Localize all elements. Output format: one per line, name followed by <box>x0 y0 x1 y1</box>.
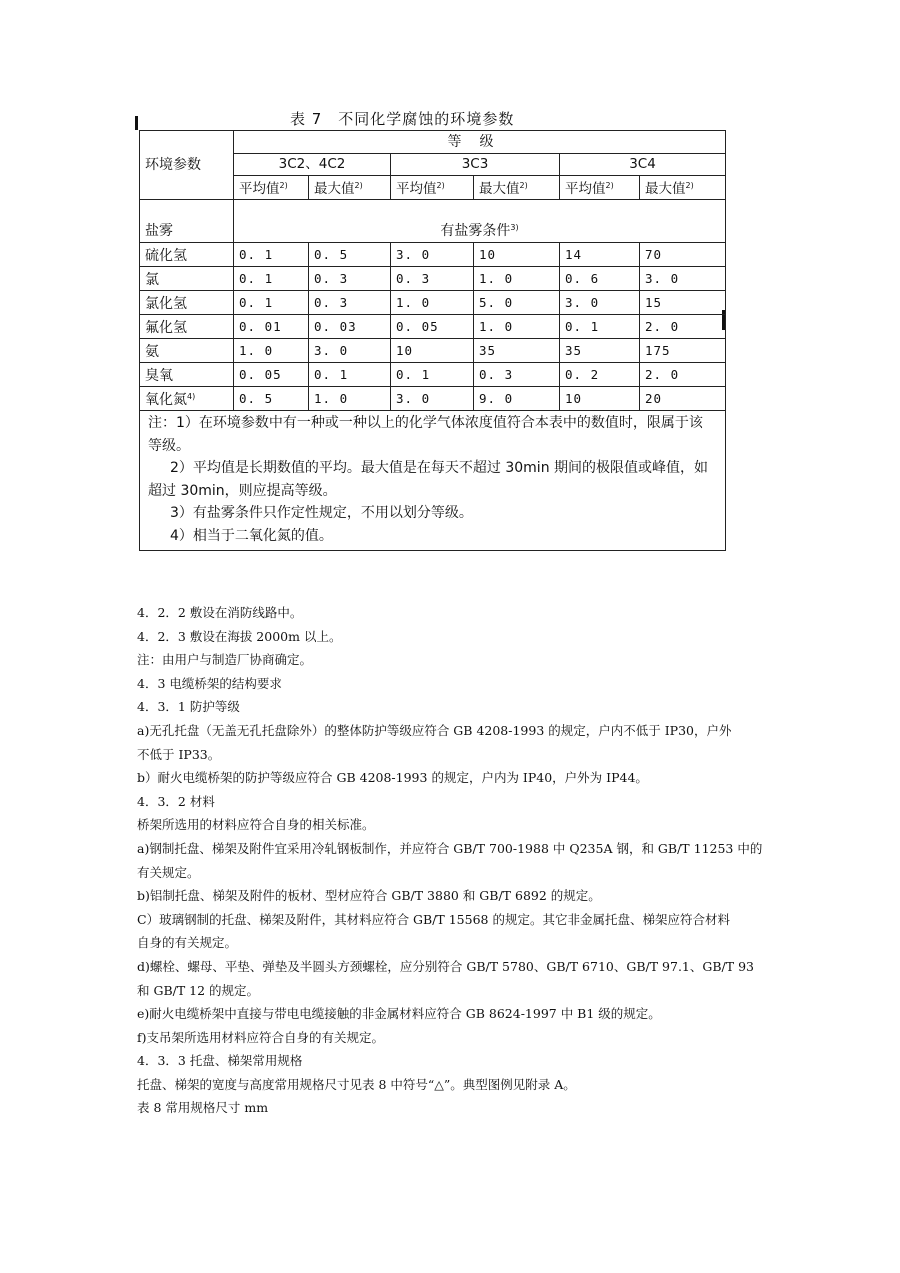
body-line: 和 GB/T 12 的规定。 <box>137 982 260 998</box>
note-4: 4）相当于二氧化氮的值。 <box>170 527 333 544</box>
max-header: 最大值$^{2)}$ <box>640 176 726 200</box>
value-cell: 5. 0 <box>474 291 560 315</box>
value-cell: 3. 0 <box>391 243 474 267</box>
table-row <box>140 387 726 411</box>
body-line: 4．2．3 敷设在海拔 2000m 以上。 <box>137 628 342 644</box>
table-row <box>140 243 726 267</box>
value-cell: 1. 0 <box>309 387 391 411</box>
value-cell: 1. 0 <box>474 315 560 339</box>
body-line: 4．3．1 防护等级 <box>137 699 240 715</box>
note-2a: 2）平均值是长期数值的平均。最大值是在每天不超过 30min 期间的极限值或峰值，如 <box>170 460 709 476</box>
body-line: 表 8 常用规格尺寸 mm <box>137 1100 269 1116</box>
value-cell: 14 <box>560 243 640 267</box>
value-cell: 0. 6 <box>560 267 640 291</box>
value-cell: 2. 0 <box>640 363 726 387</box>
table-row <box>140 315 726 339</box>
value-cell: 0. 2 <box>560 363 640 387</box>
value-cell: 10 <box>560 387 640 411</box>
gas-name-cell: 氯 <box>140 267 234 291</box>
avg-header: 平均值$^{2)}$ <box>234 176 309 200</box>
grade-3c4: 3C4 <box>560 153 726 176</box>
body-line: b)铝制托盘、梯架及附件的板材、型材应符合 GB/T 3880 和 GB/T 6892 的规定。 <box>137 888 601 904</box>
body-line: d)螺栓、螺母、平垫、弹垫及半圆头方颈螺栓，应分别符合 GB/T 5780、GB/T 6710、GB/T 97.1、GB/T 93 <box>137 958 754 974</box>
value-cell: 0. 05 <box>391 315 474 339</box>
body-line: 桥架所选用的材料应符合自身的相关标准。 <box>137 817 375 833</box>
table-row <box>140 267 726 291</box>
body-line: 4．3．2 材料 <box>137 793 215 809</box>
value-cell: 15 <box>640 291 726 315</box>
value-cell: 0. 3 <box>309 291 391 315</box>
body-line: 托盘、梯架的宽度与高度常用规格尺寸见表 8 中符号“△”。典型图例见附录 A。 <box>137 1076 576 1092</box>
value-cell: 20 <box>640 387 726 411</box>
gas-name-cell: 氧化氮$^{4)}$ <box>140 387 234 411</box>
value-cell: 0. 1 <box>309 363 391 387</box>
value-cell: 175 <box>640 339 726 363</box>
value-cell: 0. 1 <box>234 267 309 291</box>
value-cell: 0. 1 <box>234 291 309 315</box>
value-cell: 0. 05 <box>234 363 309 387</box>
value-cell: 3. 0 <box>391 387 474 411</box>
table-notes <box>140 411 726 551</box>
body-line: e)耐火电缆桥架中直接与带电电缆接触的非金属材料应符合 GB 8624-1997 中 B1 级的规定。 <box>137 1006 661 1022</box>
grade-3c2-4c2: 3C2、4C2 <box>234 153 391 176</box>
salt-fog-label: 盐雾 <box>140 200 234 243</box>
body-line: C）玻璃钢制的托盘、梯架及附件，其材料应符合 GB/T 15568 的规定。其它非金属托盘、梯架应符合材料 <box>137 911 730 927</box>
avg-header: 平均值$^{2)}$ <box>391 176 474 200</box>
value-cell: 0. 03 <box>309 315 391 339</box>
body-line: 4．2．2 敷设在消防线路中。 <box>137 605 303 620</box>
value-cell: 0. 1 <box>560 315 640 339</box>
body-text <box>137 601 777 1120</box>
gas-name-cell: 硫化氢 <box>140 243 234 267</box>
note-1a: 注：1）在环境参数中有一种或一种以上的化学气体浓度值符合本表中的数值时，限属于该 <box>148 415 703 431</box>
table-title: 表 7 不同化学腐蚀的环境参数 <box>290 110 515 128</box>
body-line: 自身的有关规定。 <box>137 935 238 951</box>
value-cell: 1. 0 <box>474 267 560 291</box>
value-cell: 3. 0 <box>560 291 640 315</box>
grade-header: 等级 <box>234 131 726 154</box>
body-line: 注：由用户与制造厂协商确定。 <box>137 652 313 668</box>
value-cell: 35 <box>560 339 640 363</box>
body-line: 不低于 IP33。 <box>137 746 221 762</box>
gas-name-cell: 臭氧 <box>140 363 234 387</box>
body-line: 4．3 电缆桥架的结构要求 <box>137 675 282 691</box>
value-cell: 0. 3 <box>474 363 560 387</box>
value-cell: 1. 0 <box>234 339 309 363</box>
header-row-grade <box>140 131 726 154</box>
note-1b: 等级。 <box>148 437 190 454</box>
environment-parameter-table <box>139 130 726 551</box>
gas-name-cell: 氨 <box>140 339 234 363</box>
value-cell: 35 <box>474 339 560 363</box>
max-header: 最大值$^{2)}$ <box>474 176 560 200</box>
value-cell: 70 <box>640 243 726 267</box>
body-line: 有关规定。 <box>137 864 200 880</box>
value-cell: 3. 0 <box>640 267 726 291</box>
value-cell: 1. 0 <box>391 291 474 315</box>
avg-header: 平均值$^{2)}$ <box>560 176 640 200</box>
body-line: f)支吊架所选用材料应符合自身的有关规定。 <box>137 1029 385 1045</box>
table-row <box>140 339 726 363</box>
gas-name-cell: 氯化氢 <box>140 291 234 315</box>
body-line: b）耐火电缆桥架的防护等级应符合 GB 4208-1993 的规定，户内为 IP40，户外为 IP44。 <box>137 770 648 786</box>
notes-row <box>140 411 726 551</box>
value-cell: 9. 0 <box>474 387 560 411</box>
gas-name-cell: 氟化氢 <box>140 315 234 339</box>
value-cell: 10 <box>474 243 560 267</box>
note-2b: 超过 30min，则应提高等级。 <box>148 482 337 499</box>
value-cell: 2. 0 <box>640 315 726 339</box>
scan-corner-mark <box>135 116 138 130</box>
value-cell: 0. 5 <box>234 387 309 411</box>
body-line: a)钢制托盘、梯架及附件宜采用冷轧钢板制作，并应符合 GB/T 700-1988 中 Q235A 钢，和 GB/T 11253 中的 <box>137 840 763 856</box>
value-cell: 10 <box>391 339 474 363</box>
value-cell: 3. 0 <box>309 339 391 363</box>
grade-3c3: 3C3 <box>391 153 560 176</box>
salt-fog-condition: 有盐雾条件$^{3)}$ <box>234 200 726 243</box>
value-cell: 0. 5 <box>309 243 391 267</box>
value-cell: 0. 3 <box>391 267 474 291</box>
value-cell: 0. 3 <box>309 267 391 291</box>
max-header: 最大值$^{2)}$ <box>309 176 391 200</box>
body-line: 4．3．3 托盘、梯架常用规格 <box>137 1053 303 1069</box>
param-header: 环境参数 <box>140 131 234 200</box>
table-row <box>140 363 726 387</box>
value-cell: 0. 1 <box>234 243 309 267</box>
salt-fog-row <box>140 200 726 243</box>
table-body <box>140 243 726 411</box>
note-3: 3）有盐雾条件只作定性规定，不用以划分等级。 <box>170 505 473 521</box>
table-row <box>140 291 726 315</box>
value-cell: 0. 1 <box>391 363 474 387</box>
body-line: a)无孔托盘（无盖无孔托盘除外）的整体防护等级应符合 GB 4208-1993 的规定，户内不低于 IP30，户外 <box>137 722 732 738</box>
value-cell: 0. 01 <box>234 315 309 339</box>
